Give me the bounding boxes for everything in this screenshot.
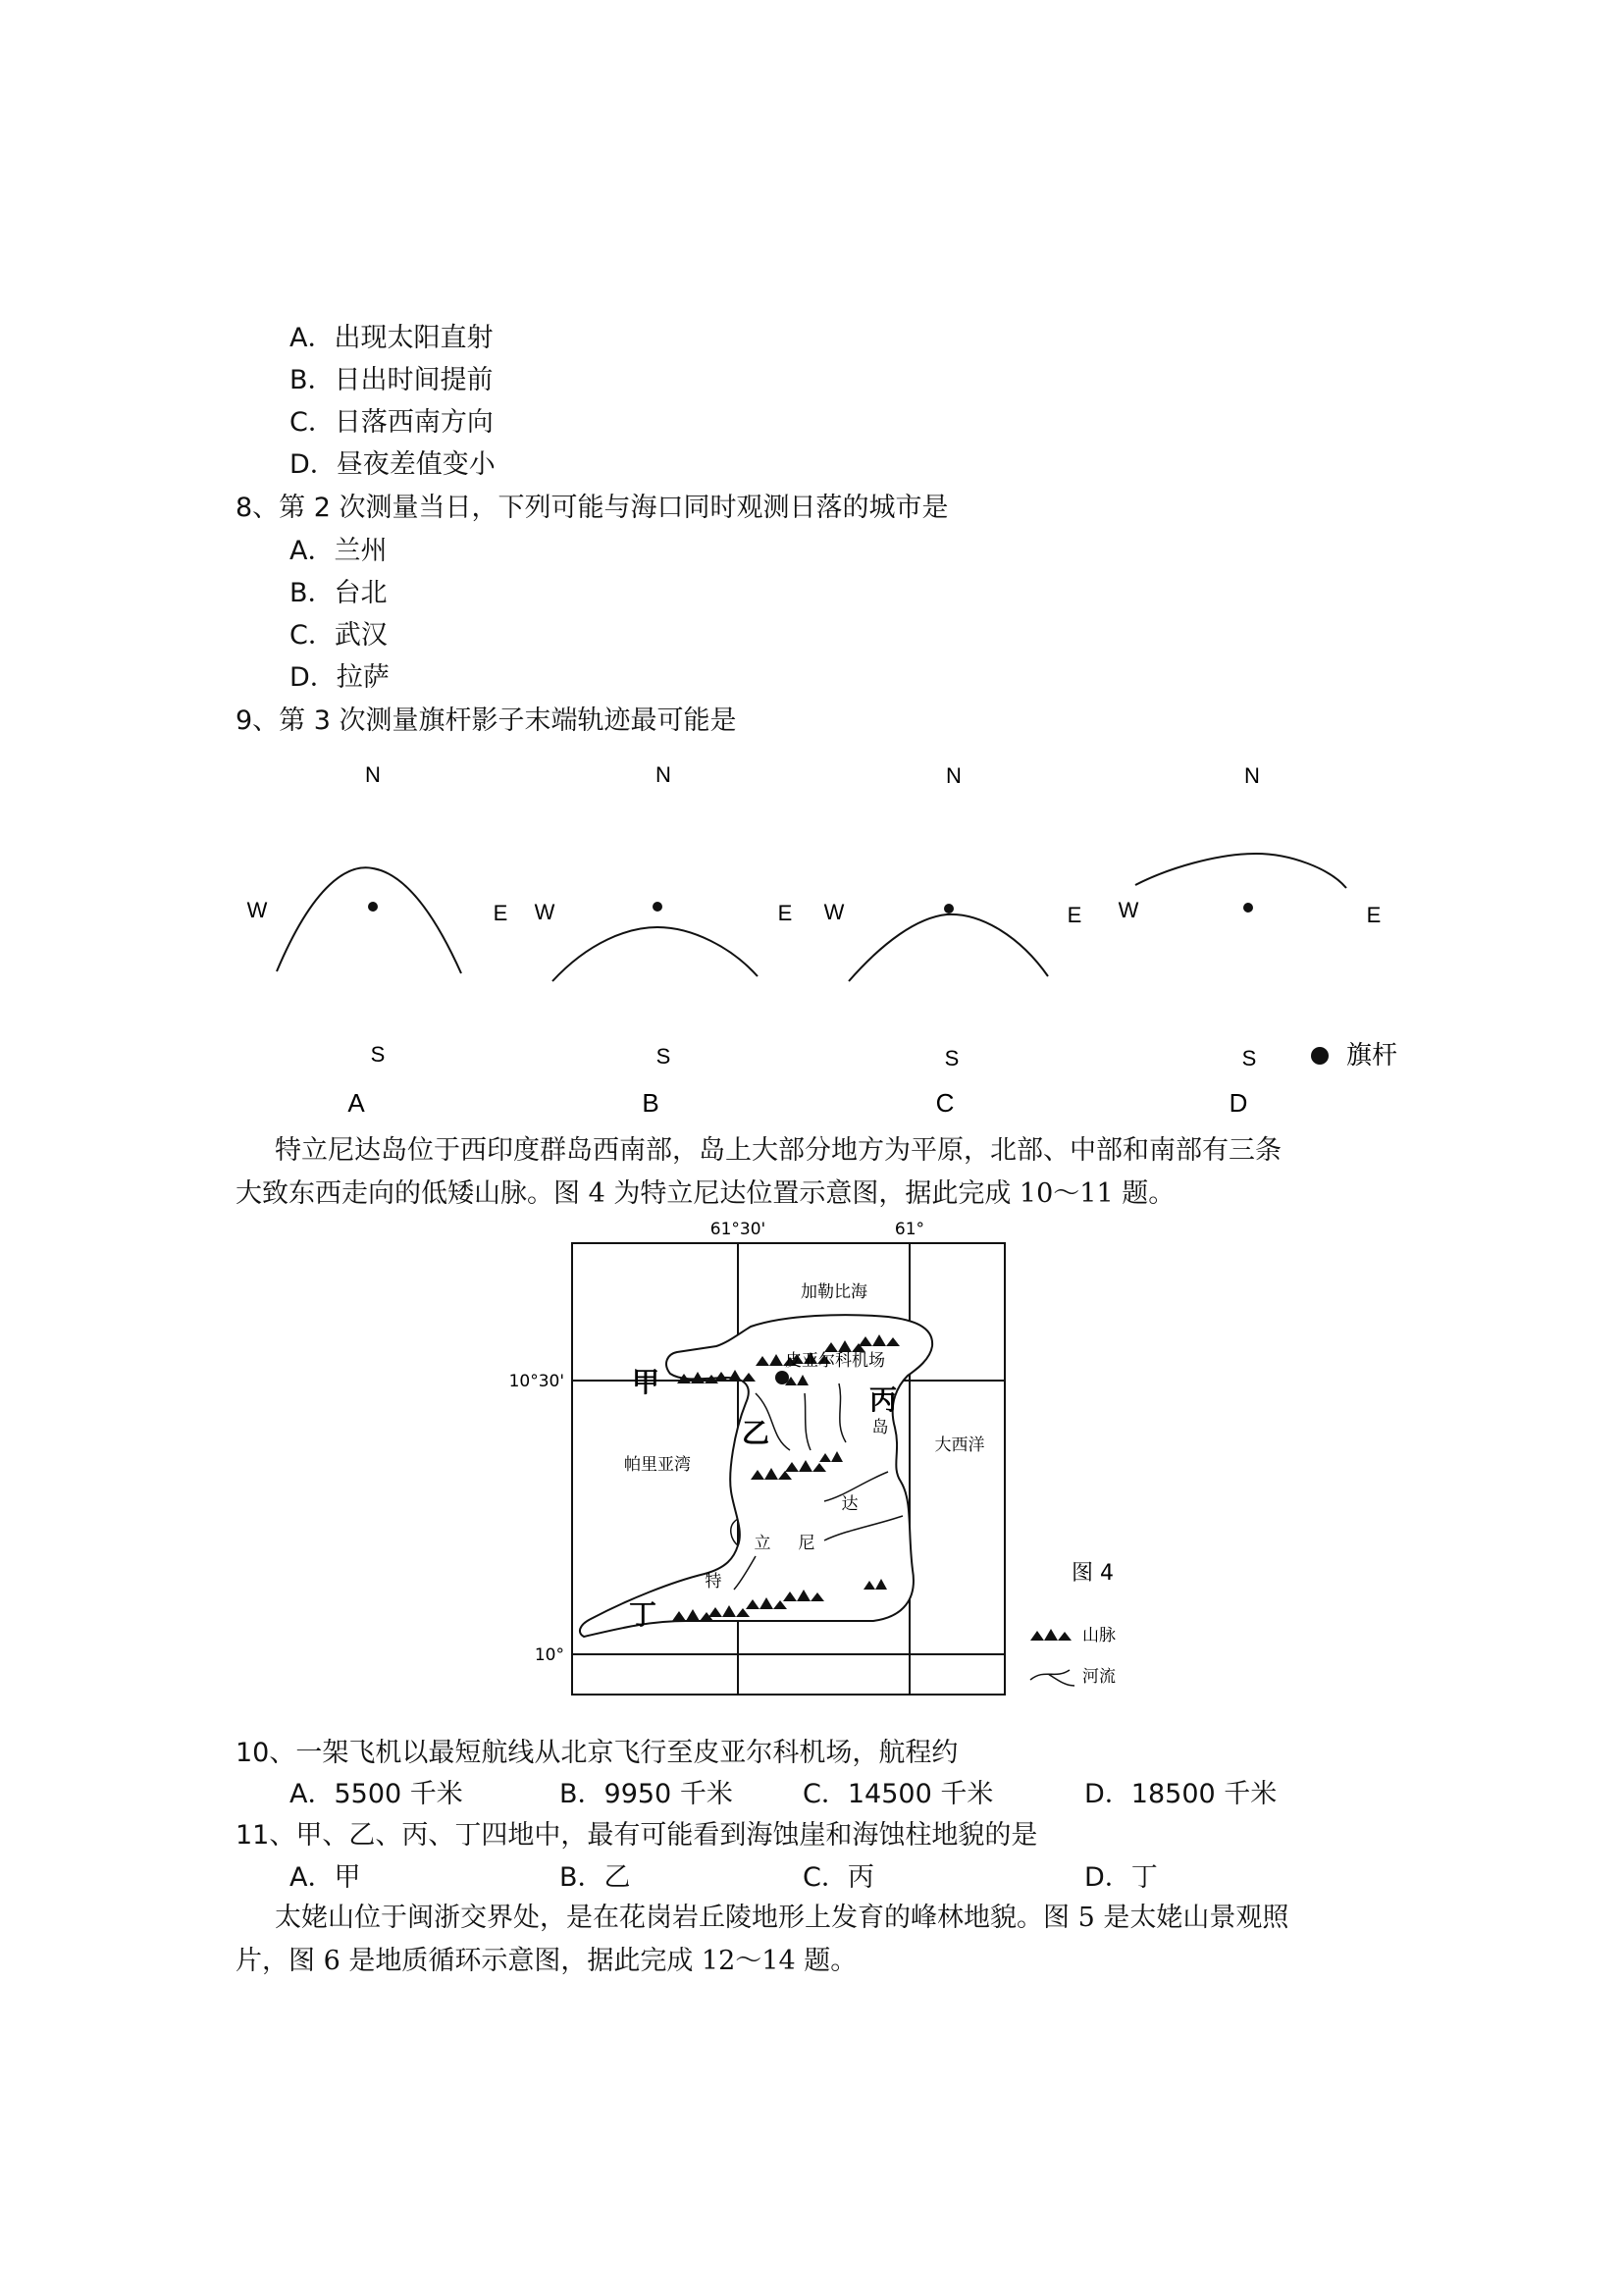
shadow-track-curve [849,914,1048,981]
q9-figure [0,0,1623,1138]
q8-option-d: D．拉萨 [289,662,390,693]
q8-stem: 8、第 2 次测量当日，下列可能与海口同时观测日落的城市是 [236,493,949,523]
flagpole-legend-icon [1311,1047,1329,1065]
atlantic-ocean-label: 大西洋 [934,1435,985,1455]
q11-option-d: D．丁 [1084,1862,1158,1893]
island-name-char: 岛 [871,1418,889,1437]
q11-option-c: C．丙 [803,1862,874,1893]
q9-diagram-c [824,763,1082,1118]
airport-label: 皮亚尔科机场 [785,1351,885,1371]
caribbean-sea-label: 加勒比海 [801,1282,867,1302]
shadow-track-curve [277,867,461,973]
q10-stem: 10、一架飞机以最短航线从北京飞行至皮亚尔科机场，航程约 [236,1738,959,1768]
west-label: W [823,900,845,924]
q11-option-b: B．乙 [559,1862,631,1893]
q7-option-b: B．日出时间提前 [289,365,494,395]
east-label: E [493,901,508,925]
west-label: W [246,898,268,922]
airport-dot [775,1371,789,1384]
place-ding: 丁 [628,1598,657,1631]
flagpole-dot [1243,903,1253,913]
west-label: W [1118,898,1139,922]
place-jia: 甲 [631,1366,660,1398]
place-yi: 乙 [741,1417,770,1449]
north-label: N [655,762,671,787]
flagpole-legend-label: 旗杆 [1346,1041,1398,1070]
figure-4-label: 图 4 [1072,1561,1114,1586]
q8-option-b: B．台北 [289,578,388,608]
q9-diagram-d [1119,763,1382,1118]
flagpole-dot [653,902,662,912]
trinidad-map [0,1207,1623,1717]
q9-diagram-a [247,762,508,1118]
south-label: S [944,1046,960,1070]
north-label: N [946,763,962,788]
island-name-char: 尼 [798,1534,815,1553]
lat-label-10-30: 10°30' [508,1372,564,1391]
lon-label-61-30: 61°30' [709,1220,766,1239]
gulf-of-paria-label: 帕里亚湾 [624,1455,691,1475]
east-label: E [777,901,793,925]
map-legend [1030,1626,1116,1687]
q7-option-d: D．昼夜差值变小 [289,449,496,480]
shadow-track-curve [552,927,758,981]
passage1-line1: 特立尼达岛位于西印度群岛西南部，岛上大部分地方为平原，北部、中部和南部有三条 [275,1135,1282,1166]
flagpole-dot [944,904,954,913]
passage1-line2: 大致东西走向的低矮山脉。图 4 为特立尼达位置示意图，据此完成 10～11 题。 [236,1178,1176,1209]
shadow-track-curve [1135,854,1346,888]
q7-option-a: A．出现太阳直射 [289,323,494,353]
q11-option-a: A．甲 [289,1862,361,1893]
river-legend-icon [1030,1670,1074,1686]
south-label: S [655,1044,671,1069]
river [731,1519,738,1545]
south-label: S [1241,1046,1257,1070]
passage2-line2: 片，图 6 是地质循环示意图，据此完成 12～14 题。 [236,1946,858,1976]
option-c-label: C [935,1088,955,1118]
option-d-label: D [1229,1088,1248,1118]
lat-label-10: 10° [534,1645,564,1665]
island-name-char: 特 [705,1572,722,1592]
q10-option-b: B．9950 千米 [559,1779,733,1809]
island-name-char: 立 [754,1534,771,1553]
place-bing: 丙 [868,1383,898,1416]
river-legend-label: 河流 [1082,1667,1116,1687]
q8-option-c: C．武汉 [289,620,388,651]
north-label: N [365,762,381,787]
flagpole-dot [368,902,378,912]
q7-option-c: C．日落西南方向 [289,407,494,438]
mountain-legend-icon [1030,1629,1072,1641]
passage2-line1: 太姥山位于闽浙交界处，是在花岗岩丘陵地形上发育的峰林地貌。图 5 是太姥山景观照 [275,1903,1289,1933]
q10-option-d: D．18500 千米 [1084,1779,1278,1809]
mountain-legend-label: 山脉 [1082,1626,1116,1645]
option-a-label: A [347,1088,365,1118]
q9-diagram-b [535,762,793,1118]
east-label: E [1067,903,1082,927]
q9-legend [1311,1041,1397,1070]
island-name-char: 达 [841,1494,859,1514]
west-label: W [534,900,555,924]
q9-stem: 9、第 3 次测量旗杆影子末端轨迹最可能是 [236,705,737,736]
q10-option-c: C．14500 千米 [803,1779,994,1809]
option-b-label: B [642,1088,659,1118]
lon-label-61: 61° [894,1220,925,1239]
q8-option-a: A．兰州 [289,536,388,566]
north-label: N [1244,763,1260,788]
south-label: S [370,1042,386,1067]
east-label: E [1366,903,1382,927]
q11-stem: 11、甲、乙、丙、丁四地中，最有可能看到海蚀崖和海蚀柱地貌的是 [236,1820,1038,1851]
q10-option-a: A．5500 千米 [289,1779,463,1809]
